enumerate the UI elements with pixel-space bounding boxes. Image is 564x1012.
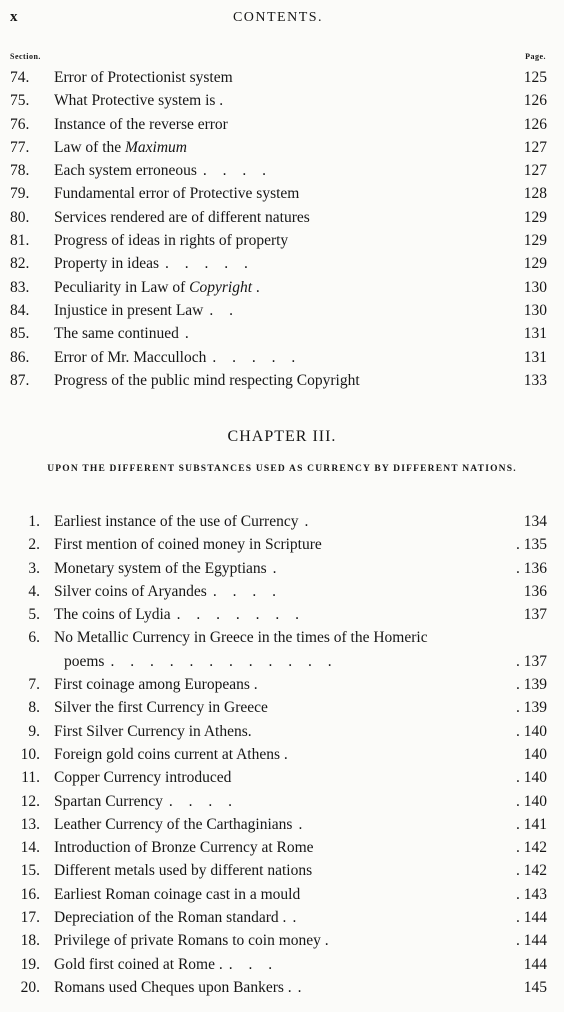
entry-title-text-suffix: . xyxy=(252,278,260,296)
entry-title-text: Leather Currency of the Carthaginians xyxy=(54,815,293,833)
entry-title-text: Progress of the public mind respecting Copyright xyxy=(54,371,360,389)
entry-title-text: First Silver Currency in Athens. xyxy=(54,722,252,740)
page-number: . 136 xyxy=(516,559,547,577)
entry-title-text: Law of the xyxy=(54,138,126,156)
entry-title xyxy=(54,836,512,859)
entry-title-text: No Metallic Currency in Greece in the times of the Homeric xyxy=(54,629,428,647)
running-title: CONTENTS. xyxy=(232,10,324,25)
entry-title xyxy=(54,813,512,836)
entry-title xyxy=(54,790,512,813)
entry-title xyxy=(54,953,512,976)
section-number: 8. xyxy=(28,699,40,717)
entry-title-text: Earliest instance of the use of Currency xyxy=(54,513,299,530)
entry-title-text: Peculiarity in Law of xyxy=(54,278,190,296)
entry-title-text: Copper Currency introduced xyxy=(54,769,232,787)
leader-dots: . . . . xyxy=(168,792,239,810)
entry-title-text: Earliest Roman coinage cast in a mould xyxy=(54,885,301,903)
page-number: . 141 xyxy=(516,815,547,833)
page-number: 133 xyxy=(523,371,547,389)
contents-entry xyxy=(0,182,564,205)
entry-title xyxy=(54,673,512,696)
section-number: 9. xyxy=(28,722,40,740)
page-header xyxy=(10,9,546,29)
section-number: 5. xyxy=(28,606,40,624)
section-number: 15. xyxy=(20,862,40,880)
leader-dots: . xyxy=(297,978,308,996)
contents-entry xyxy=(0,976,564,999)
page-number: . 143 xyxy=(516,885,547,903)
entry-title xyxy=(54,929,512,952)
section-number: 14. xyxy=(20,839,40,857)
entry-title-text: Services rendered are of different natures xyxy=(54,208,310,226)
leader-dots: . . xyxy=(209,301,239,319)
entry-title xyxy=(54,557,512,580)
contents-entry xyxy=(0,89,564,112)
entry-title-text: Property in ideas xyxy=(54,255,160,273)
page-number: 126 xyxy=(523,92,547,110)
entry-title xyxy=(54,976,512,999)
column-heads xyxy=(10,52,546,64)
page-number: 131 xyxy=(523,348,547,366)
entry-title xyxy=(54,906,512,929)
page-number: 127 xyxy=(523,138,547,156)
entry-title xyxy=(54,252,494,275)
page-number: 145 xyxy=(523,978,547,996)
leader-dots: . . . xyxy=(228,955,279,973)
contents-entry xyxy=(0,673,564,696)
contents-entry xyxy=(0,229,564,252)
page-number: . 140 xyxy=(516,792,547,810)
leader-dots: . . . . xyxy=(202,162,273,180)
entry-title-text: Progress of ideas in rights of property xyxy=(54,232,289,250)
section-number: 81. xyxy=(10,232,30,250)
page-number: . 144 xyxy=(516,932,547,950)
section-number: 20. xyxy=(20,978,40,996)
page-number: . 142 xyxy=(516,862,547,880)
leader-dots: . xyxy=(298,815,309,833)
entry-title-text: Silver coins of Aryandes xyxy=(54,582,207,600)
section-number: 79. xyxy=(10,185,30,203)
section-number: 2. xyxy=(28,536,40,554)
leader-dots: . . . . . xyxy=(212,348,302,366)
contents-entry xyxy=(0,743,564,766)
page-number: 128 xyxy=(523,185,547,203)
section-number: 13. xyxy=(20,815,40,833)
page-number: 144 xyxy=(523,955,547,973)
page-number: 129 xyxy=(523,255,547,273)
contents-entry xyxy=(0,929,564,952)
entry-title xyxy=(54,346,494,369)
entry-title-text: Instance of the reverse error xyxy=(54,115,228,133)
entry-title xyxy=(54,859,512,882)
entry-title xyxy=(54,276,494,299)
contents-entry xyxy=(0,626,564,649)
contents-entry xyxy=(0,136,564,159)
contents-entry xyxy=(0,510,564,533)
entry-title xyxy=(54,322,494,345)
entry-title-text: Romans used Cheques upon Bankers . xyxy=(54,978,292,996)
section-number: 83. xyxy=(10,278,30,296)
section-number: 85. xyxy=(10,325,30,343)
contents-entry xyxy=(0,906,564,929)
section-number: 77. xyxy=(10,138,30,156)
leader-dots: . xyxy=(292,909,303,927)
contents-entry xyxy=(0,533,564,556)
section-number: 19. xyxy=(20,955,40,973)
entry-title-text: The same continued xyxy=(54,325,179,343)
entry-title-text: Gold first coined at Rome . xyxy=(54,955,223,973)
page-number: 137 xyxy=(523,606,547,624)
entry-title xyxy=(64,650,512,673)
section-number: 7. xyxy=(28,676,40,694)
contents-entry xyxy=(0,603,564,626)
leader-dots: . . . . . . . . . . . . xyxy=(110,652,338,670)
contents-entry xyxy=(0,813,564,836)
entry-title-text: Introduction of Bronze Currency at Rome xyxy=(54,839,314,857)
contents-entry xyxy=(0,580,564,603)
page-number: 126 xyxy=(523,115,547,133)
page-number: 131 xyxy=(523,325,547,343)
page-number: 125 xyxy=(523,69,547,86)
contents-entry xyxy=(0,206,564,229)
entry-title xyxy=(54,182,494,205)
section-number: 4. xyxy=(28,582,40,600)
entry-title-text: Spartan Currency xyxy=(54,792,163,810)
page-number: 130 xyxy=(523,301,547,319)
entry-title xyxy=(54,696,512,719)
entry-title xyxy=(54,883,512,906)
leader-dots: . xyxy=(184,325,195,343)
leader-dots: . . . . . xyxy=(165,255,254,273)
entry-title xyxy=(54,299,494,322)
contents-entry xyxy=(0,252,564,275)
contents-entry xyxy=(0,720,564,743)
entry-title-text: First coinage among Europeans . xyxy=(54,676,258,694)
entry-title xyxy=(54,136,494,159)
entry-title-text: Fundamental error of Protective system xyxy=(54,185,300,203)
section-number: 3. xyxy=(28,559,40,577)
page-number: x xyxy=(10,9,19,25)
section-number: 16. xyxy=(20,885,40,903)
section-number: 80. xyxy=(10,208,30,226)
entry-title-text: Privilege of private Romans to coin money . xyxy=(54,932,329,950)
entry-title xyxy=(54,89,494,112)
section-number: 87. xyxy=(10,371,30,389)
contents-list-section-a xyxy=(0,66,564,392)
contents-entry xyxy=(0,346,564,369)
contents-entry xyxy=(0,883,564,906)
entry-title-text: Each system erroneous xyxy=(54,162,197,180)
contents-entry xyxy=(0,369,564,392)
contents-entry xyxy=(0,650,564,673)
page-number: 130 xyxy=(523,278,547,296)
entry-title xyxy=(54,229,494,252)
section-number: 86. xyxy=(10,348,30,366)
entry-title xyxy=(54,720,512,743)
leader-dots: . xyxy=(304,513,315,530)
entry-title xyxy=(54,580,512,603)
entry-title-text: The coins of Lydia xyxy=(54,606,171,624)
section-column-head: Section. xyxy=(10,52,41,61)
section-number: 78. xyxy=(10,162,30,180)
page-number: . 142 xyxy=(516,839,547,857)
entry-title-text: Injustice in present Law xyxy=(54,301,204,319)
entry-title-emphasis: Copyright xyxy=(189,278,253,296)
entry-title-text: Depreciation of the Roman standard . xyxy=(54,909,287,927)
section-number: 76. xyxy=(10,115,30,133)
contents-entry xyxy=(0,836,564,859)
entry-title xyxy=(54,743,512,766)
contents-entry xyxy=(0,276,564,299)
entry-title xyxy=(54,113,494,136)
page-number: 129 xyxy=(523,208,547,226)
contents-entry xyxy=(0,696,564,719)
page-number: . 135 xyxy=(516,536,547,554)
entry-title-text: First mention of coined money in Scripture xyxy=(54,536,322,554)
leader-dots: . . . . xyxy=(212,582,282,600)
section-number: 74. xyxy=(10,69,30,86)
entry-title-text: Error of Mr. Macculloch xyxy=(54,348,207,366)
entry-title-text: What Protective system is . xyxy=(54,92,224,110)
chapter-title: CHAPTER III. xyxy=(227,428,337,445)
entry-title xyxy=(54,206,494,229)
page-number: . 140 xyxy=(516,769,547,787)
page-number: 134 xyxy=(523,513,547,530)
entry-title xyxy=(54,603,512,626)
entry-title-text: poems xyxy=(64,652,105,670)
entry-title xyxy=(54,159,494,182)
section-number: 12. xyxy=(20,792,40,810)
page-number: . 139 xyxy=(516,676,547,694)
page-number: . 144 xyxy=(516,909,547,927)
section-number: 75. xyxy=(10,92,30,110)
entry-title-text: Silver the first Currency in Greece xyxy=(54,699,268,717)
contents-entry xyxy=(0,953,564,976)
entry-title xyxy=(54,533,512,556)
entry-title xyxy=(54,369,494,392)
contents-entry xyxy=(0,66,564,89)
contents-entry xyxy=(0,859,564,882)
section-number: 84. xyxy=(10,301,30,319)
section-number: 1. xyxy=(28,513,40,530)
entry-title xyxy=(54,510,512,533)
section-number: 11. xyxy=(21,769,40,787)
contents-list-section-b xyxy=(0,510,564,999)
section-number: 17. xyxy=(20,909,40,927)
chapter-subtitle: UPON THE DIFFERENT SUBSTANCES USED AS CURRENCY BY DIFFERENT NATIONS. xyxy=(47,464,517,474)
page-number: 136 xyxy=(523,582,547,600)
leader-dots: . xyxy=(272,559,283,577)
entry-title xyxy=(54,66,494,89)
page-number: 129 xyxy=(523,232,547,250)
section-number: 82. xyxy=(10,255,30,273)
leader-dots: . . . . . . . xyxy=(176,606,306,624)
entry-title xyxy=(54,766,512,789)
entry-title-text: Different metals used by different nations xyxy=(54,862,313,880)
page-column-head: Page. xyxy=(525,52,546,61)
contents-entry xyxy=(0,557,564,580)
entry-title-emphasis: Maximum xyxy=(125,138,188,156)
page-number: 140 xyxy=(523,745,547,763)
page-number: . 137 xyxy=(516,652,547,670)
section-number: 6. xyxy=(28,629,40,647)
contents-entry xyxy=(0,159,564,182)
entry-title-text: Foreign gold coins current at Athens . xyxy=(54,745,288,763)
contents-entry xyxy=(0,299,564,322)
contents-entry xyxy=(0,113,564,136)
contents-entry xyxy=(0,790,564,813)
entry-title-text: Error of Protectionist system xyxy=(54,69,233,86)
page-number: 127 xyxy=(523,162,547,180)
section-number: 10. xyxy=(20,745,40,763)
section-number: 18. xyxy=(20,932,40,950)
entry-title-text: Monetary system of the Egyptians xyxy=(54,559,267,577)
contents-entry xyxy=(0,322,564,345)
contents-entry xyxy=(0,766,564,789)
page-number: . 140 xyxy=(516,722,547,740)
entry-title xyxy=(54,626,504,649)
page-number: . 139 xyxy=(516,699,547,717)
